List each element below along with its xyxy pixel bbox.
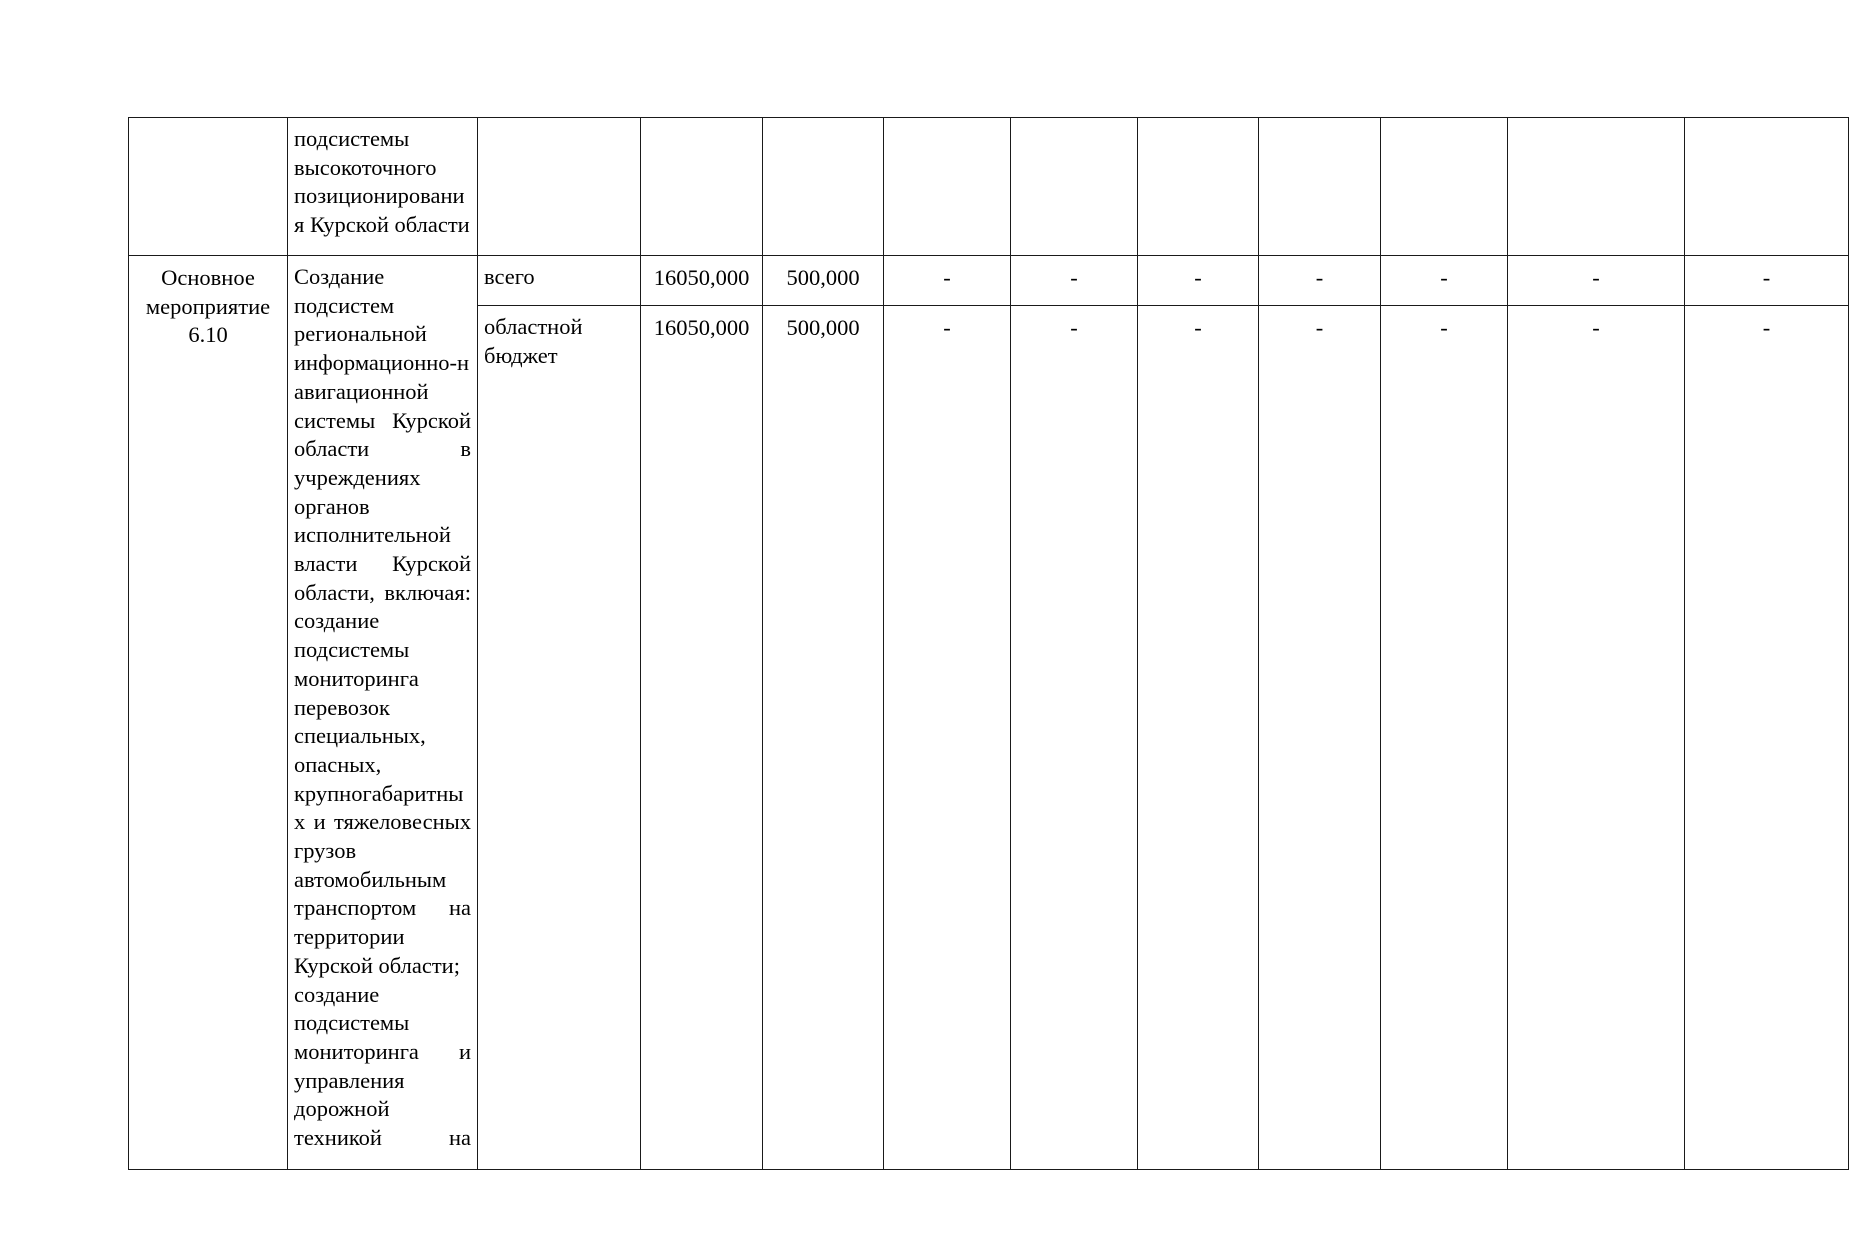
value-cell	[1685, 118, 1849, 256]
value-cell: 500,000	[763, 256, 884, 306]
text-line: техникой на	[294, 1125, 471, 1151]
funding-source-cell	[478, 118, 641, 256]
text-line: областной	[484, 314, 583, 339]
text-line: грузов	[294, 838, 357, 864]
value-cell: 500,000	[763, 306, 884, 1170]
text-line: крупногабаритны	[294, 780, 464, 806]
text-line: всего	[484, 264, 535, 289]
value-cell: -	[1508, 306, 1685, 1170]
value-cell: -	[1011, 256, 1138, 306]
budget-table	[128, 117, 1849, 1170]
text-line: подсистемы	[294, 1010, 410, 1036]
text-line: создание	[294, 981, 380, 1007]
text-line: управления	[294, 1067, 405, 1093]
value-cell	[1381, 118, 1508, 256]
text-line: Основное	[161, 265, 255, 290]
value-cell: 16050,000	[641, 306, 763, 1170]
value-cell: -	[1259, 256, 1381, 306]
value-cell: -	[1685, 256, 1849, 306]
table-row-continuation	[129, 118, 1849, 256]
value-cell	[1011, 118, 1138, 256]
text-line: Создание	[294, 264, 385, 289]
text-line: системы Курской	[294, 407, 471, 433]
value-cell	[1259, 118, 1381, 256]
text-line: подсистем	[294, 292, 395, 318]
funding-source-cell	[478, 256, 641, 306]
value-cell: -	[1138, 256, 1259, 306]
text-line: перевозок	[294, 694, 390, 720]
value-cell	[884, 118, 1011, 256]
activity-description-cell	[288, 256, 478, 1170]
text-line: автомобильным	[294, 866, 447, 892]
text-line: области в	[294, 436, 471, 462]
value-cell	[1138, 118, 1259, 256]
text-line: информационно-н	[294, 350, 470, 376]
value-cell	[641, 118, 763, 256]
text-line: мероприятие	[145, 293, 271, 319]
text-line: области, включая:	[294, 579, 471, 605]
value-cell: -	[1381, 256, 1508, 306]
text-line: исполнительной	[294, 522, 451, 548]
text-line: мониторинга и	[294, 1038, 471, 1064]
value-cell	[763, 118, 884, 256]
text-line: х и тяжеловесных	[294, 809, 471, 835]
text-line: транспортом на	[294, 895, 471, 921]
text-line: учреждениях	[294, 464, 421, 490]
text-line: 6.10	[188, 322, 228, 348]
value-cell: -	[1508, 256, 1685, 306]
text-line: позиционировани	[294, 183, 465, 209]
text-line: территории	[294, 924, 405, 950]
text-line: мониторинга	[294, 665, 419, 691]
text-line: бюджет	[484, 342, 558, 368]
value-cell: -	[1259, 306, 1381, 1170]
activity-number-cell	[129, 256, 288, 1170]
text-line: региональной	[294, 321, 427, 347]
text-line: высокоточного	[294, 154, 437, 180]
text-line: подсистемы	[294, 637, 410, 663]
value-cell: -	[884, 256, 1011, 306]
text-line: авигационной	[294, 378, 429, 404]
table-row-total	[129, 256, 1849, 306]
text-line: опасных,	[294, 751, 382, 777]
value-cell: -	[1381, 306, 1508, 1170]
text-line: я Курской области	[294, 212, 470, 238]
text-line: подсистемы	[294, 126, 410, 151]
text-line: создание	[294, 608, 380, 634]
value-cell	[1508, 118, 1685, 256]
funding-source-cell	[478, 306, 641, 1170]
text-line: власти Курской	[294, 551, 471, 577]
text-line: органов	[294, 493, 370, 519]
value-cell: -	[1685, 306, 1849, 1170]
activity-description-cell	[288, 118, 478, 256]
value-cell: 16050,000	[641, 256, 763, 306]
value-cell: -	[1138, 306, 1259, 1170]
value-cell: -	[1011, 306, 1138, 1170]
activity-number-cell	[129, 118, 288, 256]
value-cell: -	[884, 306, 1011, 1170]
text-line: специальных,	[294, 723, 426, 749]
text-line: дорожной	[294, 1096, 390, 1122]
text-line: Курской области;	[294, 952, 460, 978]
